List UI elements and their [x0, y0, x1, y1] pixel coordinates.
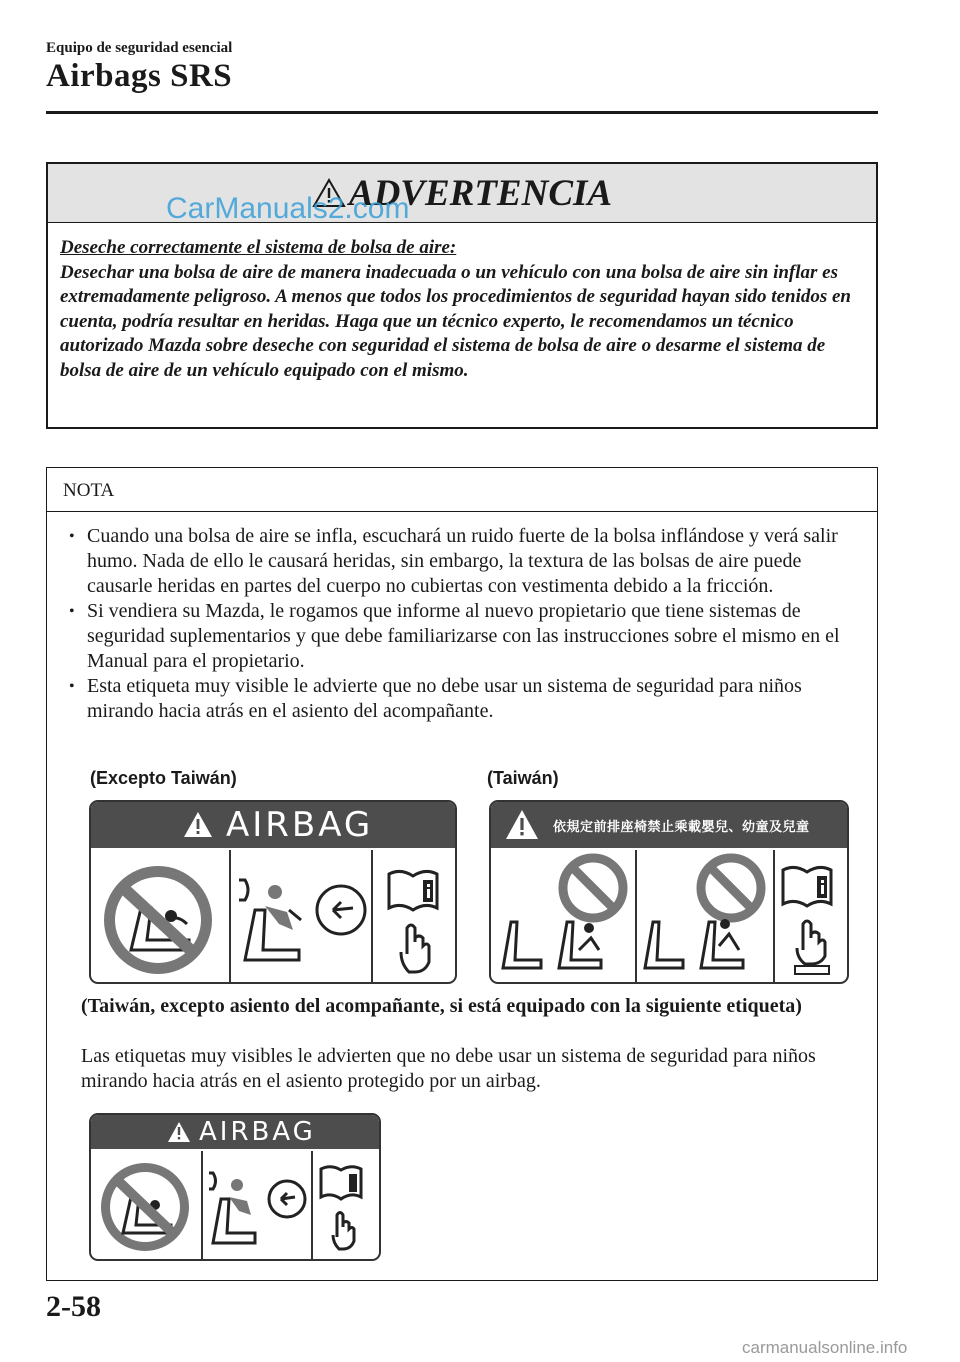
header-divider — [46, 111, 878, 114]
warning-triangle-icon — [183, 811, 213, 838]
no-rear-facing-seat-pictogram — [91, 1151, 203, 1259]
caption-except-taiwan: (Excepto Taiwán) — [90, 768, 237, 788]
page-title: Airbags SRS — [46, 58, 233, 94]
read-manual-pictogram — [311, 1151, 379, 1259]
caption-taiwan: (Taiwán) — [487, 768, 559, 788]
airbag-label-taiwan-other-seats — [89, 1113, 381, 1261]
no-rear-facing-seat-pictogram — [91, 850, 231, 982]
label-band — [491, 802, 847, 848]
footer-site: carmanualsonline.info — [742, 1338, 908, 1357]
list-item: • Esta etiqueta muy visible le advierte que no debe usar un sistema de seguridad para niños mirando hacia atrás en el asiento del acompañante. — [67, 674, 867, 724]
airbag-impact-pictogram — [201, 1151, 313, 1259]
airbag-label-taiwan — [489, 800, 849, 984]
watermark: CarManuals2.com — [166, 192, 410, 225]
warning-triangle-icon — [167, 1121, 191, 1143]
no-front-seat-child-pictogram — [491, 850, 637, 982]
taiwan-warning-text: 依規定前排座椅禁止乘載嬰兒、幼童及兒童 — [553, 820, 810, 835]
section-heading: Equipo de seguridad esencial — [46, 40, 233, 56]
list-item: • Si vendiera su Mazda, le rogamos que informe al nuevo propietario que tiene sistemas de seguridad suplementarios y que debe familiarizarse con las instrucciones sobre el mismo en el Manual para el propietario. — [67, 599, 867, 674]
warning-subtitle: Deseche correctamente el sistema de bolsa de aire: — [60, 237, 457, 258]
airbag-impact-pictogram — [229, 850, 373, 982]
list-item: • Cuando una bolsa de aire se infla, escuchará un ruido fuerte de la bolsa inflándose y verá salir humo. Nada de ello le causará heridas, sin embargo, la textura de las bolsas de aire puede causarle heridas en partes del cuerpo no cubiertas con vestimenta debido a la fricción. — [67, 524, 867, 599]
taiwan-exception-heading: (Taiwán, excepto asiento del acompañante, si está equipado con la siguiente etiqueta) — [81, 995, 802, 1017]
warning-text: Desechar una bolsa de aire de manera inadecuada o un vehículo con una bolsa de aire sin inflar es extremadamente peligroso. A menos que todos los procedimientos de seguridad hayan sido tenidos en cuenta, podría resultar en heridas. Haga que un técnico experto, le recomendamos un técnico autorizado Mazda sobre deseche con seguridad el sistema de bolsa de aire o desarme el sistema de bolsa de aire de un vehículo equipado con el mismo. — [60, 261, 851, 381]
warning-body — [60, 236, 860, 383]
airbag-text: AIRBAG — [226, 805, 374, 845]
read-manual-pictogram — [371, 850, 455, 982]
note-header — [47, 468, 877, 512]
warning-box — [46, 162, 878, 429]
no-front-seat-child-pictogram — [635, 850, 775, 982]
label-band — [91, 1115, 379, 1149]
warning-header — [48, 164, 876, 223]
note-label: NOTA — [63, 480, 115, 501]
warning-triangle-icon — [505, 809, 539, 840]
read-manual-pictogram — [773, 850, 847, 982]
note-bullet-list — [67, 524, 867, 724]
labels-explanation: Las etiquetas muy visibles le advierten que no debe usar un sistema de seguridad para niños mirando hacia atrás en el asiento protegido por un airbag. — [81, 1045, 816, 1092]
airbag-label-except-taiwan — [89, 800, 457, 984]
airbag-text: AIRBAG — [199, 1117, 316, 1147]
label-band — [91, 802, 455, 848]
warning-title-text: ADVERTENCIA — [348, 173, 613, 214]
page-number: 2-58 — [46, 1290, 101, 1323]
note-box — [46, 467, 878, 1281]
